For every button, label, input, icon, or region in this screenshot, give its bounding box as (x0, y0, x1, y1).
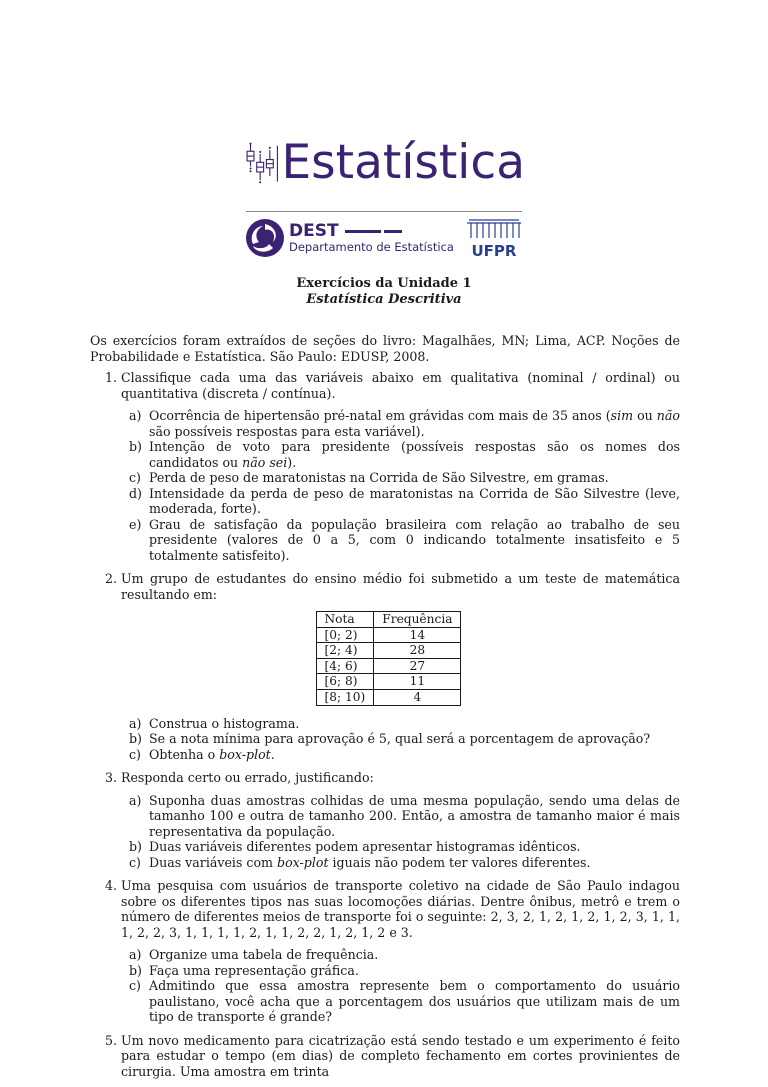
list-item: a) Suponha duas amostras colhidas de uma mesma população, sendo uma delas de tamanho 100 e outra de tamanho 200. Então, a amostra de tamanho maior é mais representativa da população. (129, 792, 680, 839)
ufpr-name: UFPR (471, 242, 517, 260)
list-item: a) Organize uma tabela de frequência. (129, 947, 379, 963)
list-item: b) Duas variáveis diferentes podem apresentar histogramas idênticos. (129, 839, 581, 855)
doc-heading (0, 276, 768, 308)
table-row: [4; 6) 27 (316, 658, 461, 674)
list-item: b) Faça uma representação gráfica. (129, 962, 359, 978)
frequency-table (316, 611, 462, 706)
dest-bar (345, 230, 381, 233)
list-item: c) Perda de peso de maratonistas na Corrida de São Silvestre, em gramas. (129, 470, 609, 485)
dest-bar-short (384, 230, 402, 233)
question-4-items (121, 947, 680, 1025)
list-item: c) Admitindo que essa amostra represente bem o comportamento do usuário paulistano, você acha que a porcentagem dos usuários que utilizam mais de um tipo de transporte é grande? (129, 978, 680, 1025)
list-item: c) Duas variáveis com box-plot iguais não podem ter valores diferentes. (129, 854, 591, 870)
doc-title: Exercícios da Unidade 1 (296, 276, 472, 291)
header-divider (246, 211, 522, 212)
table-header: Nota (316, 612, 374, 628)
ufpr-logo (465, 219, 523, 259)
doc-content (90, 333, 680, 1087)
question-3-text: Responda certo ou errado, justificando: (121, 770, 374, 786)
list-item: a) Construa o histograma. (129, 715, 300, 731)
dest-swirl-icon (245, 218, 285, 258)
question-1-text: Classifique cada uma das variáveis abaixo em qualitativa (nominal / ordinal) ou quantitativa (discreta / contínua). (121, 370, 680, 401)
question-1-items (121, 408, 680, 563)
list-item: a) Ocorrência de hipertensão pré-natal em grávidas com mais de 35 anos (sim ou não são possíveis respostas para esta variável). (129, 408, 680, 439)
intro-paragraph: Os exercícios foram extraídos de seções do livro: Magalhães, MN; Lima, ACP. Noções de Probabilidade e Estatística. São Paulo: EDUSP, 2008. (90, 333, 680, 364)
question-2-text: Um grupo de estudantes do ensino médio foi submetido a um teste de matemática resultando em: (121, 571, 680, 602)
header-logo (245, 132, 525, 194)
list-item: b) Intenção de voto para presidente (possíveis respostas são os nomes dos candidatos ou não sei). (129, 439, 680, 470)
question-1 (121, 370, 680, 563)
question-5-text: Um novo medicamento para cicatrização está sendo testado e um experimento é feito para estudar o tempo (em dias) de completo fechamento em cortes provinientes de cirurgia. Uma amostra em trinta (121, 1032, 680, 1079)
dest-name: Departamento de Estatística (289, 240, 454, 254)
question-2-items (121, 716, 680, 763)
table-row: [2; 4) 28 (316, 643, 461, 659)
dest-logo (245, 218, 454, 258)
question-4-text: Uma pesquisa com usuários de transporte coletivo na cidade de São Paulo indagou sobre os diferentes tipos nas suas locomoções diárias. Dentre ônibus, metrô e trem o número de diferentes meios de transporte foi o seguinte: 2, 3, 2, 1, 2, 1, 2, 1, 2, 3, 1, 1, 1, 2, 2, 3, 1, 1, 1, 1, 2, 1, 1, 2, 2, 1, 2, 1, 2 e 3. (121, 878, 680, 940)
list-item: b) Se a nota mínima para aprovação é 5, qual será a porcentagem de aprovação? (129, 731, 651, 747)
list-item: e) Grau de satisfação da população brasileira com relação ao trabalho de seu presidente (valores de 0 a 5, com 0 indicando totalmente insatisfeito e 5 totalmente satisfeito). (129, 516, 680, 563)
question-2 (121, 571, 680, 762)
ufpr-building-icon (465, 219, 523, 239)
table-row: [8; 10) 4 (316, 689, 461, 705)
table-header: Frequência (374, 612, 461, 628)
question-4 (121, 878, 680, 1025)
table-row: [0; 2) 14 (316, 627, 461, 643)
boxplot-icon (245, 132, 279, 194)
list-item: c) Obtenha o box-plot. (129, 746, 275, 762)
question-list (90, 370, 680, 1079)
question-3 (121, 770, 680, 870)
logo-title: Estatística (281, 135, 525, 190)
question-3-items (121, 793, 680, 871)
list-item: d) Intensidade da perda de peso de maratonistas na Corrida de São Silvestre (leve, moderada, forte). (129, 485, 680, 516)
table-row: [6; 8) 11 (316, 674, 461, 690)
doc-subtitle: Estatística Descritiva (306, 292, 462, 307)
question-5 (121, 1033, 680, 1080)
dest-abbrev: DEST (289, 221, 339, 241)
